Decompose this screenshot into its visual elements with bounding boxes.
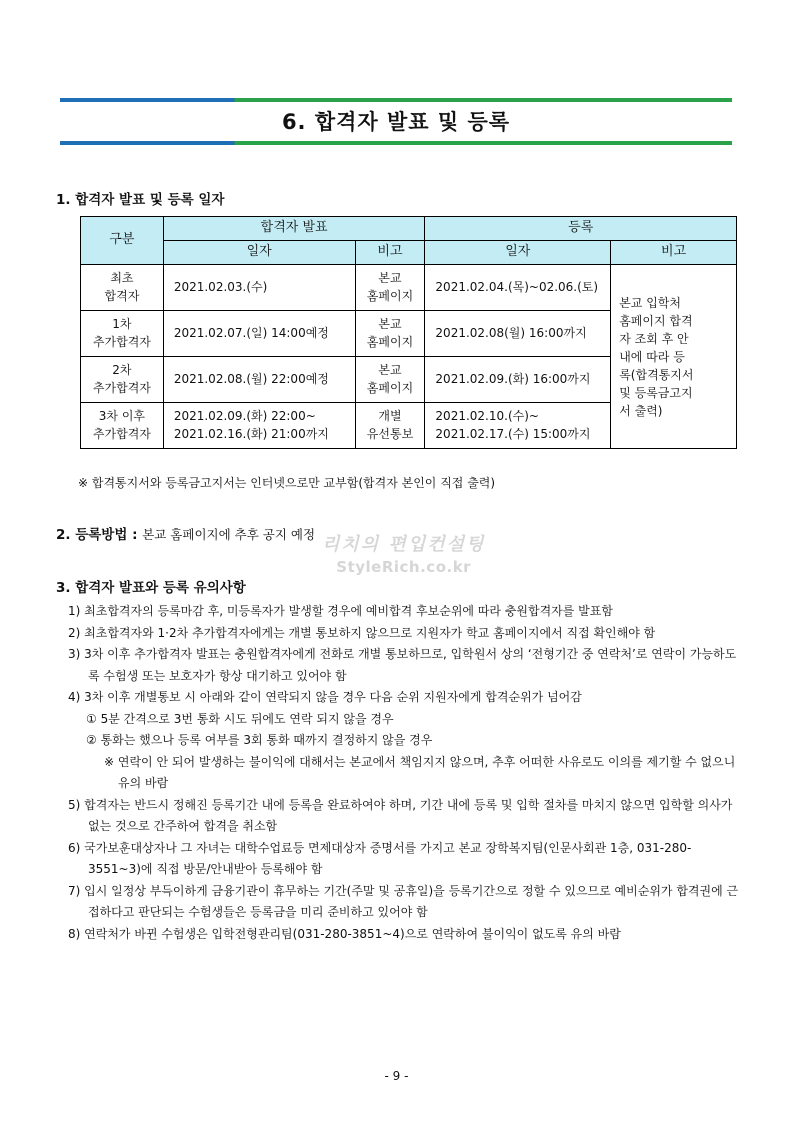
list-item: 1) 최초합격자의 등록마감 후, 미등록자가 발생할 경우에 예비합격 후보순위에 따라 충원합격자를 발표함 [68, 604, 613, 618]
header-register-date: 일자 [425, 241, 611, 265]
cell-register-date: 2021.02.08(월) 16:00까지 [425, 311, 611, 357]
list-item: 8) 연락처가 바뀐 수험생은 입학전형관리팀(031-280-3851~4)으로 연락하여 불이익이 없도록 유의 바람 [68, 926, 621, 941]
cell-announce-note: 본교 홈페이지 [355, 311, 425, 357]
cell-announce-note: 개별 유선통보 [355, 403, 425, 449]
cell-announce-date: 2021.02.09.(화) 22:00~ 2021.02.16.(화) 21:00까지 [163, 403, 355, 449]
header-gubun: 구분 [81, 217, 164, 265]
title-bottom-bar [60, 141, 732, 145]
cell-gubun: 2차 추가합격자 [81, 357, 164, 403]
cell-register-date: 2021.02.04.(목)~02.06.(토) [425, 265, 611, 311]
watermark [322, 530, 485, 576]
cell-register-date: 2021.02.09.(화) 16:00까지 [425, 357, 611, 403]
list-item: 7) 입시 일정상 부득이하게 금융기관이 휴무하는 기간(주말 및 공휴일)을 등록기간으로 정할 수 있으므로 예비순위가 합격권에 근접하다고 판단되는 수험생들은 등록금을 미리 준비하고 있어야 함 [68, 883, 739, 919]
cell-announce-date: 2021.02.07.(일) 14:00예정 [163, 311, 355, 357]
section1-heading: 1. 합격자 발표 및 등록 일자 [56, 192, 225, 208]
list-item: 5) 합격자는 반드시 정해진 등록기간 내에 등록을 완료하여야 하며, 기간 내에 등록 및 입학 절차를 마치지 않으면 입학할 의사가 없는 것으로 간주하여 합격을 취소함 [68, 797, 733, 833]
section2-text: 본교 홈페이지에 추후 공지 예정 [142, 527, 316, 542]
watermark-line1: 리치의 편입컨설팅 [322, 534, 486, 555]
cell-register-date: 2021.02.10.(수)~ 2021.02.17.(수) 15:00까지 [425, 403, 611, 449]
list-item: 2) 최초합격자와 1·2차 추가합격자에게는 개별 통보하지 않으므로 지원자가 학교 홈페이지에서 직접 확인해야 함 [68, 625, 656, 640]
cell-announce-date: 2021.02.08.(월) 22:00예정 [163, 357, 355, 403]
cell-announce-note: 본교 홈페이지 [355, 357, 425, 403]
notes-list [68, 601, 740, 945]
title-top-bar [60, 98, 732, 102]
section2-label: 2. 등록방법 : [56, 527, 138, 543]
sub-list-item: ① 5분 간격으로 3번 통화 시도 뒤에도 연락 되지 않을 경우 [86, 711, 394, 726]
list-item: 3) 3차 이후 추가합격자 발표는 충원합격자에게 전화로 개별 통보하므로, 입학원서 상의 ‘전형기간 중 연락처’로 연락이 가능하도록 수험생 또는 보호자가 항상 대기하고 있어야 함 [68, 647, 737, 683]
cell-gubun: 최초 합격자 [81, 265, 164, 311]
page-title: 6. 합격자 발표 및 등록 [281, 110, 511, 134]
section3-heading: 3. 합격자 발표와 등록 유의사항 [56, 580, 246, 596]
header-announce: 합격자 발표 [163, 217, 425, 241]
cell-announce-date: 2021.02.03.(수) [163, 265, 355, 311]
cell-register-note: 본교 입학처 홈페이지 합격 자 조회 후 안 내에 따라 등 록(합격통지서 및 등록금고지 서 출력) [611, 265, 737, 449]
list-item: 6) 국가보훈대상자나 그 자녀는 대학수업료등 면제대상자 증명서를 가지고 본교 장학복지팀(인문사회관 1층, 031-280-3551~3)에 직접 방문/안내받아 등록해야 함 [68, 840, 692, 876]
header-register: 등록 [425, 217, 737, 241]
header-register-note: 비고 [611, 241, 737, 265]
header-announce-date: 일자 [163, 241, 355, 265]
sub-note: ※ 연락이 안 되어 발생하는 불이익에 대해서는 본교에서 책임지지 않으며, 추후 어떠한 사유로도 이의를 제기할 수 없으니 유의 바람 [104, 754, 736, 790]
watermark-line2: StyleRich.co.kr [336, 558, 472, 576]
list-item: 4) 3차 이후 개별통보 시 아래와 같이 연락되지 않을 경우 다음 순위 지원자에게 합격순위가 넘어감 [68, 690, 582, 704]
table-row [81, 265, 737, 311]
cell-gubun: 1차 추가합격자 [81, 311, 164, 357]
header-announce-note: 비고 [355, 241, 425, 265]
section2-heading [56, 523, 315, 543]
page-number: - 9 - [384, 1069, 409, 1083]
sub-list-item: ② 통화는 했으나 등록 여부를 3회 통화 때까지 결정하지 않을 경우 [86, 733, 433, 747]
cell-gubun: 3차 이후 추가합격자 [81, 403, 164, 449]
schedule-table [80, 216, 737, 449]
cell-announce-note: 본교 홈페이지 [355, 265, 425, 311]
table-footnote: ※ 합격통지서와 등록금고지서는 인터넷으로만 교부함(합격자 본인이 직접 출력) [78, 476, 496, 490]
